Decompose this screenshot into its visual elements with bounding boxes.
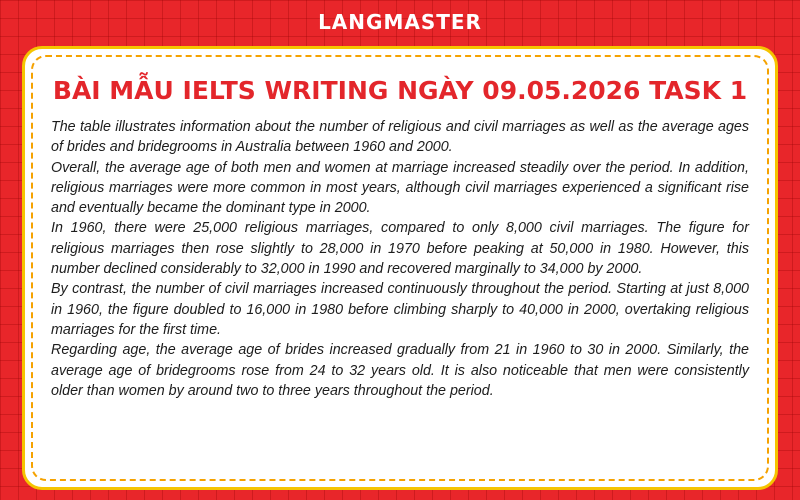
essay-paragraph: In 1960, there were 25,000 religious marriages, compared to only 8,000 civil marriages. The figure for religious marriages then rose slightly to 28,000 in 1970 before peaking at 50,000 in 1980. However, this number declined considerably to 32,000 in 1990 and recovered marginally to 34,000 by 2000. xyxy=(51,220,749,278)
brand-logo: LANGMASTER xyxy=(318,10,482,34)
essay-paragraph: The table illustrates information about the number of religious and civil marriages as well as the average ages of brides and bridegrooms in Australia between 1960 and 2000. xyxy=(51,119,749,156)
essay-paragraph: Overall, the average age of both men and women at marriage increased steadily over the period. In addition, religious marriages were more common in most years, although civil marriages experienced a significant rise and eventually became the dominant type in 2000. xyxy=(51,159,749,217)
essay-paragraph: By contrast, the number of civil marriages increased continuously throughout the period. Starting at just 8,000 in 1960, the figure doubled to 16,000 in 1980 before climbing sharply to 40,000 in 2000, overtaking religious marriages for the first time. xyxy=(51,281,749,338)
content-card xyxy=(22,46,778,490)
essay-body xyxy=(51,117,749,401)
page-title: BÀI MẪU IELTS WRITING NGÀY 09.05.2026 TASK 1 xyxy=(52,76,748,105)
essay-paragraph: Regarding age, the average age of brides increased gradually from 21 in 1960 to 30 in 2000. Similarly, the average age of bridegrooms rose from 24 to 32 years old. It is also noticeable that men were consistently older than women by around two to three years throughout the period. xyxy=(51,342,749,399)
